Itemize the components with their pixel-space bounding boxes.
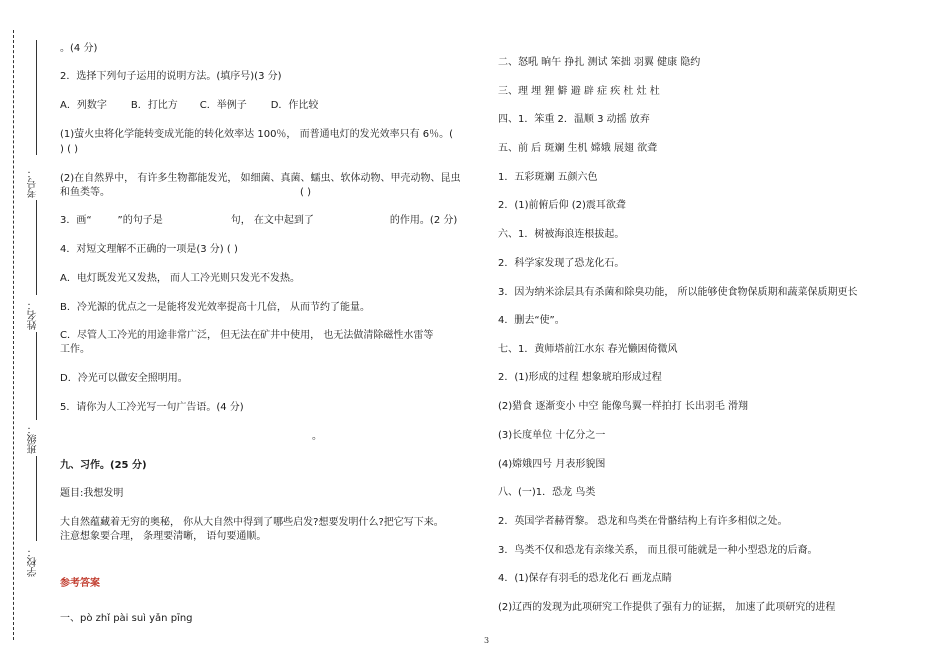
q5-answer-end: 。 bbox=[312, 431, 322, 442]
essay-instruction-1: 大自然蕴藏着无穷的奥秘， 你从大自然中得到了哪些启发?想要发明什么?把它写下来。 bbox=[60, 517, 444, 528]
answer-seven-2-4: (4)嫦娥四号 月表形貌图 bbox=[498, 459, 606, 470]
school-label: 学校： bbox=[28, 547, 39, 577]
q4-option-a: A．电灯既发光又发热， 而人工冷光则只发光不发热。 bbox=[60, 273, 301, 284]
q4-prompt: 4．对短文理解不正确的一项是(3 分) ( ) bbox=[60, 244, 238, 255]
q1-tail: 。(4 分) bbox=[60, 43, 98, 54]
exam-no-label: 考号： bbox=[28, 168, 39, 198]
class-rule bbox=[36, 332, 37, 420]
name-label: 姓名： bbox=[28, 300, 39, 330]
answer-section-six: 六、1．树被海浪连根拔起。 bbox=[498, 229, 625, 240]
q2-item-2-answer: ( ) bbox=[300, 187, 311, 198]
q3-prompt bbox=[60, 214, 457, 227]
q3-part-d: 的作用。(2 分) bbox=[389, 215, 458, 226]
answer-section-eight: 八、(一)1．恐龙 鸟类 bbox=[498, 487, 596, 498]
answer-seven-2-1: 2．(1)形成的过程 想象琥珀形成过程 bbox=[498, 372, 662, 383]
answer-section-three: 三、理 埋 狸 僻 避 辟 症 疾 杜 灶 杜 bbox=[498, 86, 660, 97]
answer-eight-2: 2．英国学者赫胥黎。 恐龙和鸟类在骨骼结构上有许多相似之处。 bbox=[498, 516, 788, 527]
q2-item-1-answer: ) ( ) bbox=[60, 144, 79, 155]
answer-five-1: 1．五彩斑斓 五颜六色 bbox=[498, 172, 598, 183]
answer-six-3: 3．因为纳米涂层具有杀菌和除臭功能， 所以能够使食物保质期和蔬菜保质期更长 bbox=[498, 287, 858, 298]
essay-title: 题目:我想发明 bbox=[60, 488, 124, 499]
page-number: 3 bbox=[484, 636, 490, 645]
option-c: C．举例子 bbox=[199, 100, 247, 111]
q2-options bbox=[60, 99, 318, 112]
q4-option-c-cont: 工作。 bbox=[60, 344, 90, 355]
q4-option-b: B．冷光源的优点之一是能将发光效率提高十几倍， 从而节约了能量。 bbox=[60, 302, 371, 313]
answer-eight-4-2: (2)辽西的发现为此项研究工作提供了强有力的证据， 加速了此项研究的进程 bbox=[498, 602, 836, 613]
q4-option-c: C．尽管人工冷光的用途非常广泛， 但无法在矿井中使用， 也无法做清除磁性水雷等 bbox=[60, 330, 434, 341]
option-d: D．作比较 bbox=[270, 100, 319, 111]
answer-section-four: 四、1．笨重 2．温顺 3 动摇 放弃 bbox=[498, 114, 650, 125]
name-rule bbox=[36, 200, 37, 295]
class-label: 班级： bbox=[28, 424, 39, 454]
answer-seven-2-2: (2)猎食 逐渐变小 中空 能像鸟翼一样拍打 长出羽毛 滑翔 bbox=[498, 401, 749, 412]
q3-part-a: 3．画“ bbox=[60, 215, 92, 226]
q2-item-1: (1)萤火虫将化学能转变成光能的转化效率达 100％， 而普通电灯的发光效率只有 6％。( bbox=[60, 129, 454, 140]
q4-option-d: D．冷光可以做安全照明用。 bbox=[60, 373, 188, 384]
answer-six-2: 2．科学家发现了恐龙化石。 bbox=[498, 258, 625, 269]
option-b: B．打比方 bbox=[130, 100, 178, 111]
answer-key-heading: 参考答案 bbox=[60, 578, 100, 589]
q2-prompt: 2．选择下列句子运用的说明方法。(填序号)(3 分) bbox=[60, 71, 282, 82]
answer-section-five: 五、前 后 斑斓 生机 嫦娥 展翅 欲聋 bbox=[498, 143, 658, 154]
binding-dashed-line bbox=[13, 30, 14, 640]
answer-section-one: 一、pò zhǐ pài suì yǎn pīng bbox=[60, 613, 193, 624]
q2-item-2: (2)在自然界中， 有许多生物都能发光， 如细菌、真菌、蠕虫、软体动物、甲壳动物、昆虫 bbox=[60, 173, 461, 184]
answer-section-two: 二、怒吼 晌午 挣扎 测试 笨拙 羽翼 健康 隐约 bbox=[498, 57, 701, 68]
answer-six-4: 4．删去“使”。 bbox=[498, 315, 565, 326]
answer-five-2: 2．(1)前俯后仰 (2)震耳欲聋 bbox=[498, 200, 626, 211]
essay-instruction-2: 注意想象要合理， 条理要清晰， 语句要通顺。 bbox=[60, 531, 267, 542]
q3-part-c: 句， 在文中起到了 bbox=[230, 215, 314, 226]
q2-item-2-cont: 和鱼类等。 bbox=[60, 187, 110, 198]
answer-seven-2-3: (3)长度单位 十亿分之一 bbox=[498, 430, 606, 441]
q3-part-b: ”的句子是 bbox=[117, 215, 163, 226]
answer-eight-3: 3．鸟类不仅和恐龙有亲缘关系， 而且很可能就是一种小型恐龙的后裔。 bbox=[498, 545, 818, 556]
school-rule bbox=[36, 456, 37, 541]
answer-eight-4-1: 4．(1)保存有羽毛的恐龙化石 画龙点睛 bbox=[498, 573, 672, 584]
option-a: A．列数字 bbox=[60, 100, 107, 111]
q5-prompt: 5．请你为人工冷光写一句广告语。(4 分) bbox=[60, 402, 244, 413]
exam-no-rule bbox=[36, 40, 37, 155]
section-nine-heading: 九、习作。(25 分) bbox=[60, 460, 147, 471]
answer-section-seven: 七、1．黄师塔前江水东 春光懒困倚微风 bbox=[498, 344, 678, 355]
